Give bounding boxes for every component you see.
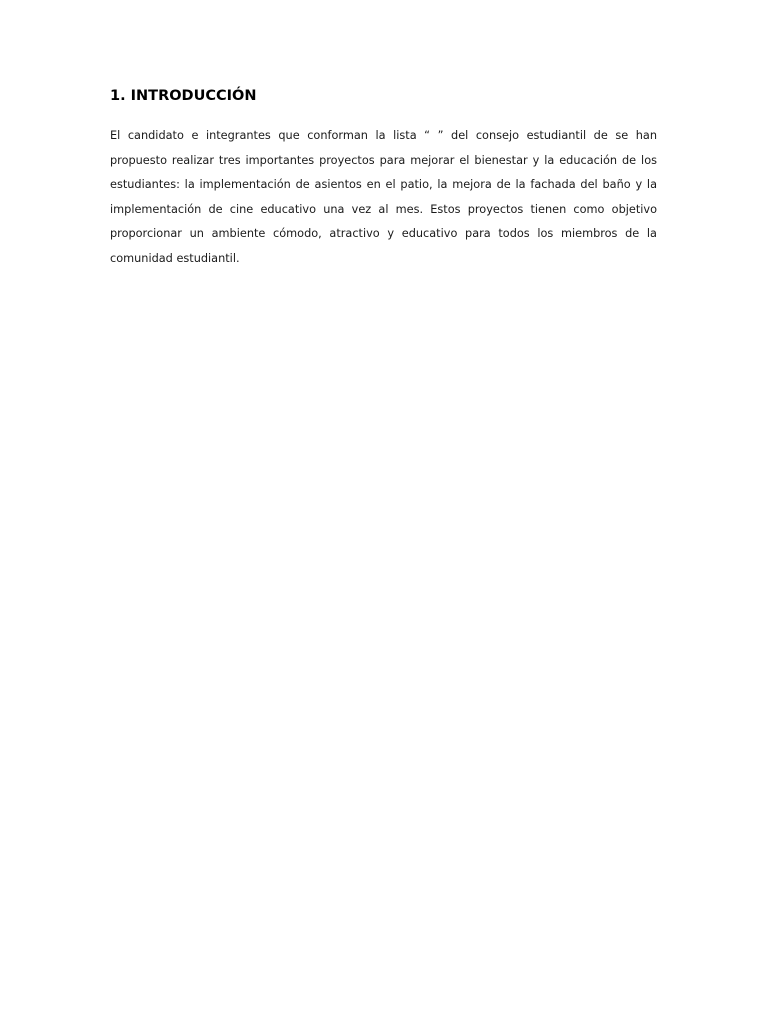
intro-paragraph: El candidato e integrantes que conforman la lista “ ” del consejo estudiantil de se han propuesto realizar tres importantes proyectos para mejorar el bienestar y la educación de los estudiantes: la implementación de asientos en el patio, la mejora de la fachada del baño y la implementación de cine educativo una vez al mes. Estos proyectos tienen como objetivo proporcionar un ambiente cómodo, atractivo y educativo para todos los miembros de la comunidad estudiantil. [110,129,657,265]
document-content [110,86,657,271]
section-heading: 1. INTRODUCCIÓN [110,88,257,104]
